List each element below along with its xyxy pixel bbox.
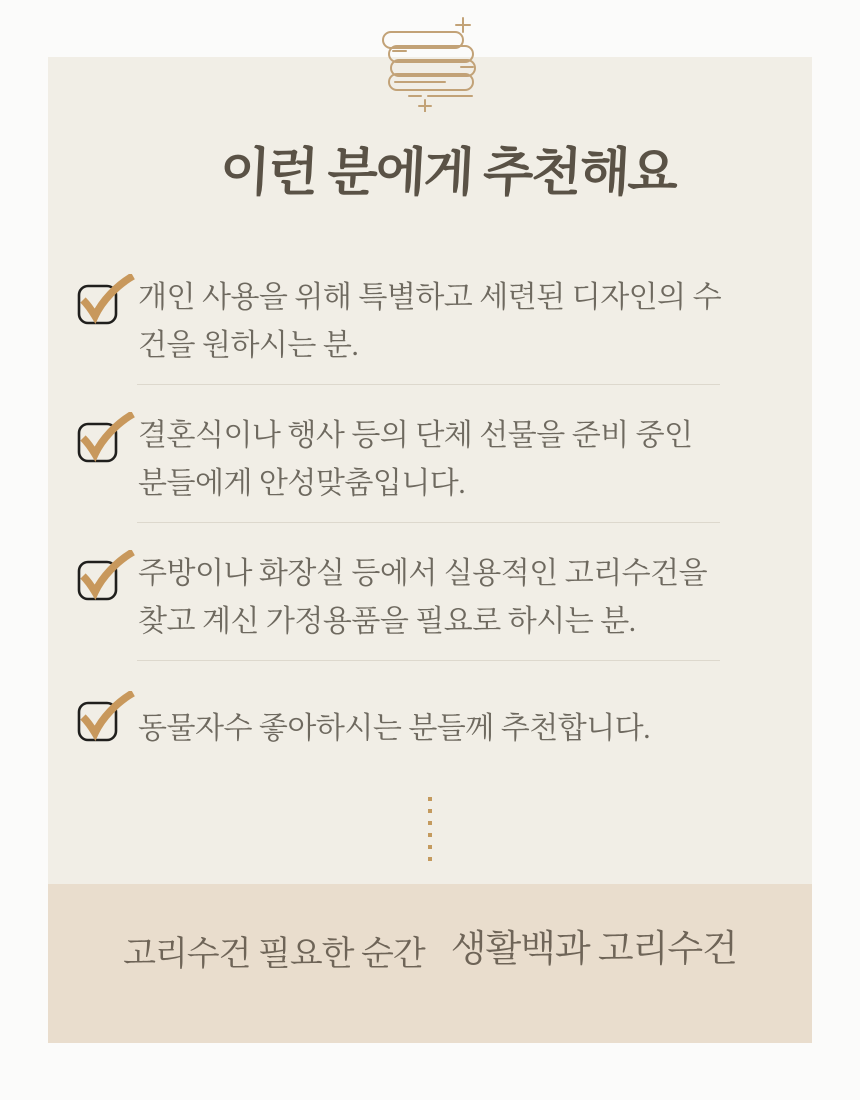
checklist-item bbox=[48, 274, 812, 370]
checklist-item bbox=[48, 412, 812, 508]
checkbox-checked-icon bbox=[76, 691, 138, 743]
checklist bbox=[48, 274, 812, 753]
checkbox-checked-icon bbox=[76, 550, 138, 602]
dot bbox=[428, 821, 432, 825]
vertical-dots-separator bbox=[48, 797, 812, 861]
section-title: 이런 분에게 추천해요 bbox=[218, 145, 678, 202]
footer-brand: 생활백과 고리수건 bbox=[450, 928, 737, 970]
checkbox-checked-icon bbox=[76, 412, 138, 464]
dot bbox=[428, 833, 432, 837]
checklist-item-text: 개인 사용을 위해 특별하고 세련된 디자인의 수건을 원하시는 분. bbox=[138, 281, 722, 362]
recommendation-card bbox=[48, 57, 812, 1043]
towel-stack-icon bbox=[379, 16, 479, 112]
divider bbox=[137, 384, 720, 385]
checkbox-checked-icon bbox=[76, 274, 138, 326]
checklist-item-text: 동물자수 좋아하시는 분들께 추천합니다. bbox=[138, 712, 651, 745]
dot bbox=[428, 845, 432, 849]
footer-tagline: 고리수건 필요한 순간 bbox=[123, 936, 425, 973]
divider bbox=[137, 660, 720, 661]
dot bbox=[428, 797, 432, 801]
checklist-item bbox=[48, 691, 812, 753]
footer-banner bbox=[48, 884, 812, 1043]
dot bbox=[428, 857, 432, 861]
checklist-item-text: 결혼식이나 행사 등의 단체 선물을 준비 중인 분들에게 안성맞춤입니다. bbox=[138, 419, 693, 500]
divider bbox=[137, 522, 720, 523]
checklist-item bbox=[48, 550, 812, 646]
dot bbox=[428, 809, 432, 813]
checklist-item-text: 주방이나 화장실 등에서 실용적인 고리수건을 찾고 계신 가정용품을 필요로 하시는 분. bbox=[138, 557, 708, 638]
